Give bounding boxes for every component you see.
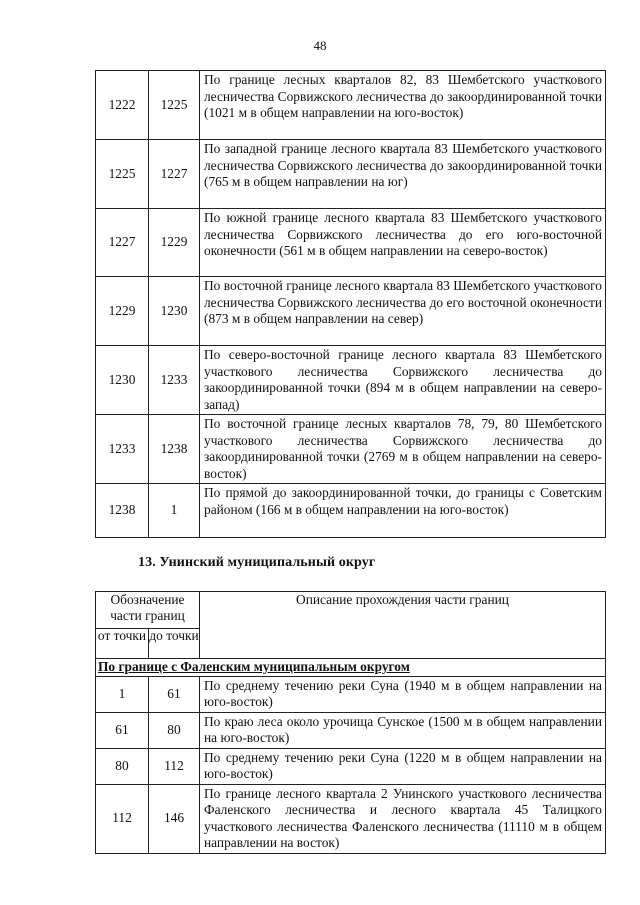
point-from: 1233 bbox=[96, 415, 149, 484]
point-to: 80 bbox=[149, 712, 200, 748]
point-from: 1238 bbox=[96, 484, 149, 538]
table-row bbox=[96, 140, 606, 209]
boundary-description: По западной границе лесного квартала 83 Шембетского участкового лесничества Сорвижского лесничества до закоординированной точки (765 м в общем направлении на юг) bbox=[200, 140, 606, 209]
boundary-description: По северо-восточной границе лесного квартала 83 Шембетского участкового лесничества Сорвижского лесничества до закоординированной точки (894 м в общем направлении на северо-запад) bbox=[200, 346, 606, 415]
boundary-description: По южной границе лесного квартала 83 Шембетского участкового лесничества Сорвижского лесничества до его юго-восточной оконечности (561 м в общем направлении на северо-восток) bbox=[200, 209, 606, 277]
table-row bbox=[96, 784, 606, 853]
point-to: 1 bbox=[149, 484, 200, 538]
point-from: 1230 bbox=[96, 346, 149, 415]
point-to: 1225 bbox=[149, 71, 200, 140]
point-from: 1225 bbox=[96, 140, 149, 209]
boundary-description: По восточной границе лесных кварталов 78, 79, 80 Шембетского участкового лесничества Сорвижского лесничества до закоординированной точки (2769 м в общем направлении на северо-восток) bbox=[200, 415, 606, 484]
point-to: 146 bbox=[149, 784, 200, 853]
boundary-description: По среднему течению реки Суна (1220 м в общем направлении на юго-восток) bbox=[200, 748, 606, 784]
point-to: 1230 bbox=[149, 277, 200, 346]
boundary-table-continued bbox=[95, 70, 606, 538]
table-row bbox=[96, 346, 606, 415]
header-designation: Обозначение части границ bbox=[96, 592, 200, 629]
boundary-description: По краю леса около урочища Сунское (1500 м в общем направлении на юго-восток) bbox=[200, 712, 606, 748]
table-row bbox=[96, 676, 606, 712]
header-description: Описание прохождения части границ bbox=[200, 592, 606, 659]
point-to: 1238 bbox=[149, 415, 200, 484]
table-row bbox=[96, 484, 606, 538]
table-row bbox=[96, 415, 606, 484]
header-to: до точки bbox=[149, 629, 200, 659]
page-number: 48 bbox=[313, 38, 327, 53]
point-from: 1227 bbox=[96, 209, 149, 277]
point-from: 1 bbox=[96, 676, 149, 712]
point-from: 61 bbox=[96, 712, 149, 748]
point-to: 1229 bbox=[149, 209, 200, 277]
table-row bbox=[96, 71, 606, 140]
boundary-table bbox=[95, 591, 606, 854]
group-row bbox=[96, 659, 606, 677]
point-to: 1227 bbox=[149, 140, 200, 209]
header-from: от точки bbox=[96, 629, 149, 659]
boundary-description: По прямой до закоординированной точки, до границы с Советским районом (166 м в общем направлении на юго-восток) bbox=[200, 484, 606, 538]
table-row bbox=[96, 209, 606, 277]
point-to: 61 bbox=[149, 676, 200, 712]
section-heading: 13. Унинский муниципальный округ bbox=[138, 555, 376, 570]
point-from: 1229 bbox=[96, 277, 149, 346]
point-to: 112 bbox=[149, 748, 200, 784]
boundary-description: По границе лесного квартала 2 Унинского участкового лесничества Фаленского лесничества и лесного квартала 45 Талицкого участкового лесничества Фаленского лесничества (11110 м в общем направлении на восток) bbox=[200, 784, 606, 853]
point-from: 80 bbox=[96, 748, 149, 784]
point-from: 112 bbox=[96, 784, 149, 853]
boundary-description: По восточной границе лесного квартала 83 Шембетского участкового лесничества Сорвижского лесничества до его восточной оконечности (873 м в общем направлении на север) bbox=[200, 277, 606, 346]
header-row bbox=[96, 592, 606, 629]
boundary-description: По границе лесных кварталов 82, 83 Шембетского участкового лесничества Сорвижского лесничества до закоординированной точки (1021 м в общем направлении на юго-восток) bbox=[200, 71, 606, 140]
table-row bbox=[96, 277, 606, 346]
table-row bbox=[96, 748, 606, 784]
group-title: По границе с Фаленским муниципальным округом bbox=[96, 659, 606, 677]
point-to: 1233 bbox=[149, 346, 200, 415]
table-row bbox=[96, 712, 606, 748]
boundary-description: По среднему течению реки Суна (1940 м в общем направлении на юго-восток) bbox=[200, 676, 606, 712]
point-from: 1222 bbox=[96, 71, 149, 140]
